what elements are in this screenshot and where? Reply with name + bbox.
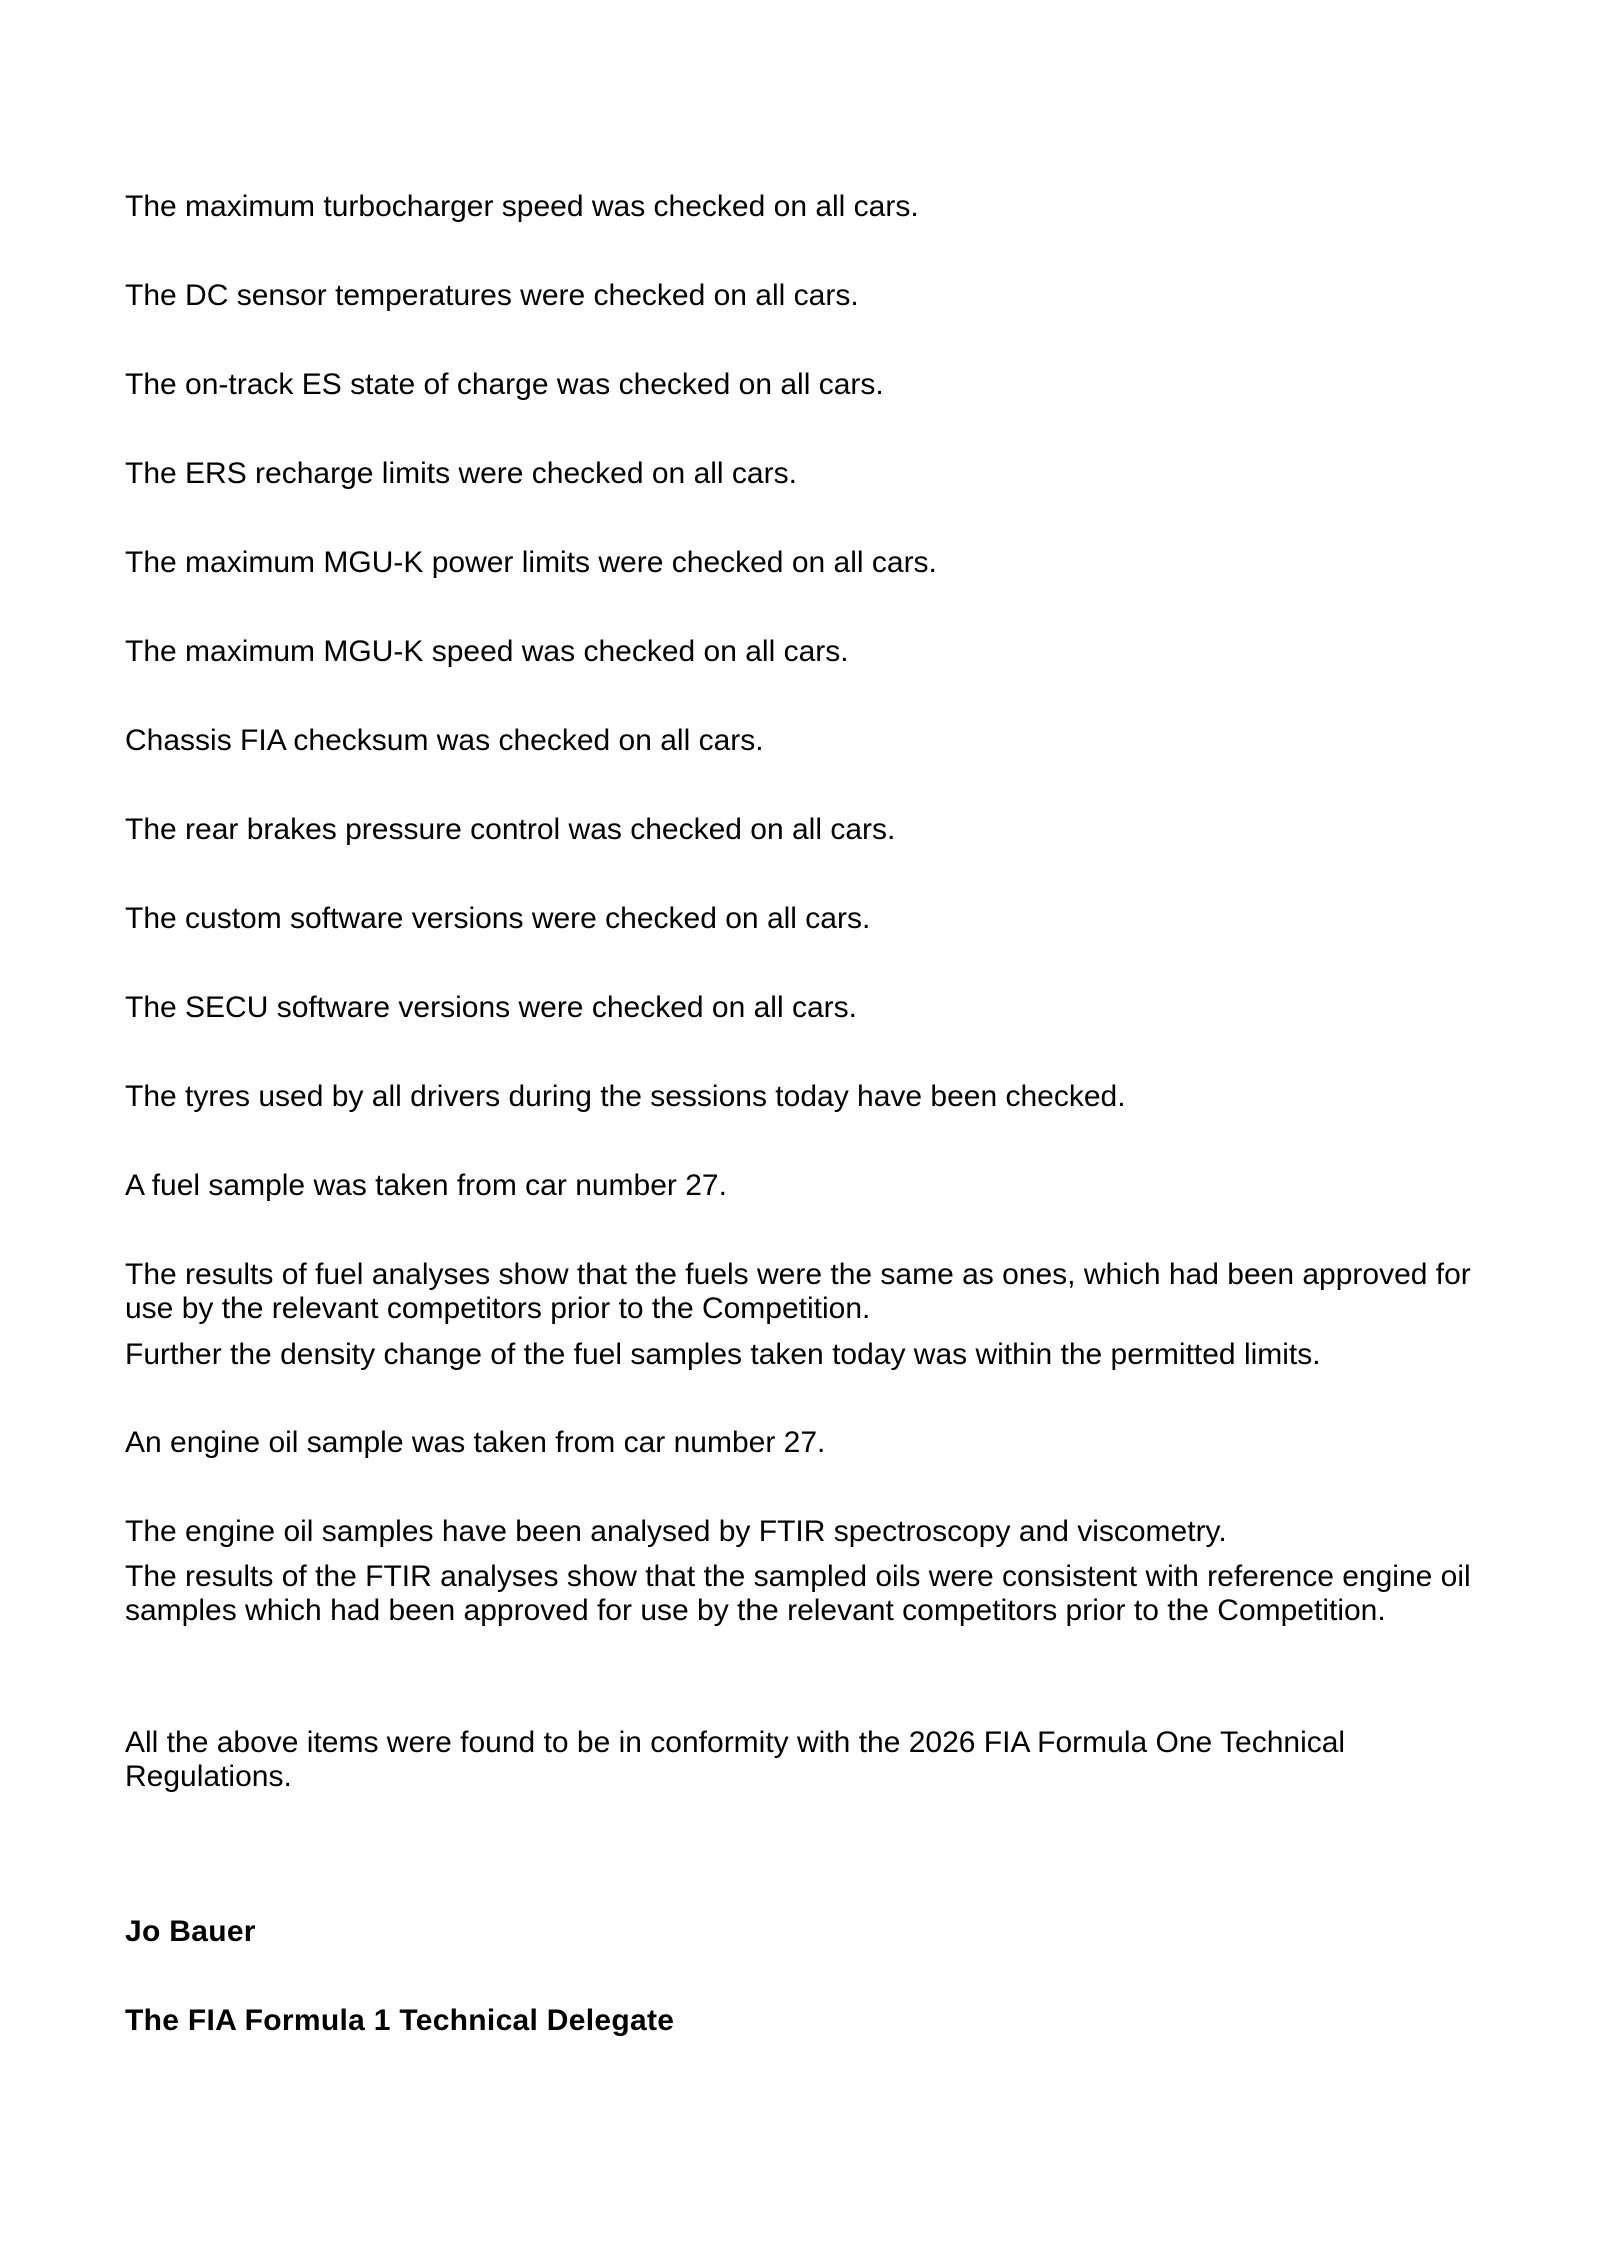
signatory-title: The FIA Formula 1 Technical Delegate — [125, 2004, 675, 2037]
fuel-sample-statement: A fuel sample was taken from car number 27. — [125, 1169, 727, 1202]
check-rear-brakes-pressure: The rear brakes pressure control was checked on all cars. — [125, 813, 896, 846]
fuel-density-statement: Further the density change of the fuel samples taken today was within the permitted limits. — [125, 1338, 1321, 1371]
check-chassis-checksum: Chassis FIA checksum was checked on all cars. — [125, 724, 764, 757]
check-ers-recharge-limits: The ERS recharge limits were checked on all cars. — [125, 457, 797, 490]
check-dc-sensor-temperatures: The DC sensor temperatures were checked on all cars. — [125, 279, 859, 312]
check-tyres: The tyres used by all drivers during the sessions today have been checked. — [125, 1080, 1126, 1113]
check-custom-software-versions: The custom software versions were checked on all cars. — [125, 902, 871, 935]
signatory-name: Jo Bauer — [125, 1915, 256, 1948]
check-mgu-k-power-limits: The maximum MGU-K power limits were checked on all cars. — [125, 546, 937, 579]
fuel-results-statement: The results of fuel analyses show that the fuels were the same as ones, which had been approved for use by the relevant competitors prior to the Competition. — [125, 1258, 1471, 1325]
oil-analysis-statement: The engine oil samples have been analysed by FTIR spectroscopy and viscometry. — [125, 1515, 1227, 1548]
oil-sample-statement: An engine oil sample was taken from car number 27. — [125, 1426, 826, 1459]
check-es-state-of-charge: The on-track ES state of charge was checked on all cars. — [125, 368, 884, 401]
oil-results-statement: The results of the FTIR analyses show that the sampled oils were consistent with reference engine oil samples which had been approved for use by the relevant competitors prior to the Competition. — [125, 1560, 1471, 1627]
check-secu-software-versions: The SECU software versions were checked on all cars. — [125, 991, 857, 1024]
check-turbocharger-speed: The maximum turbocharger speed was checked on all cars. — [125, 190, 919, 223]
conformity-statement: All the above items were found to be in conformity with the 2026 FIA Formula One Technical Regulations. — [125, 1726, 1346, 1793]
check-mgu-k-speed: The maximum MGU-K speed was checked on all cars. — [125, 635, 849, 668]
